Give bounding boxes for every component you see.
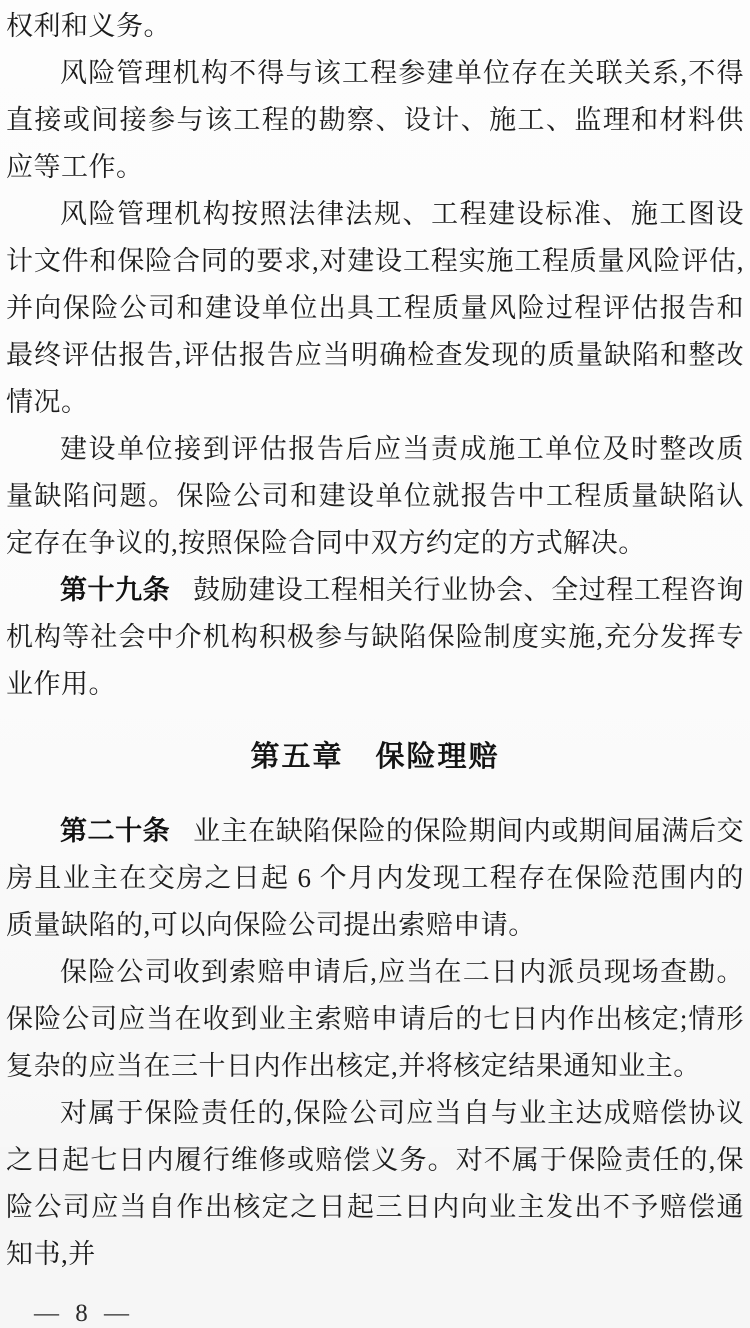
paragraph: 风险管理机构按照法律法规、工程建设标准、施工图设计文件和保险合同的要求,对建设工程实施工程质量风险评估,并向保险公司和建设单位出具工程质量风险过程评估报告和最终评估报告,评估报告应当明确检查发现的质量缺陷和整改情况。	[6, 199, 744, 417]
paragraph-text: 业主在缺陷保险的保险期间内或期间届满后交房且业主在交房之日起 6 个月内发现工程存在保险范围内的质量缺陷的,可以向保险公司提出索赔申请。	[6, 816, 745, 940]
document-body	[6, 3, 744, 1278]
paragraph: 对属于保险责任的,保险公司应当自与业主达成赔偿协议之日起七日内履行维修或赔偿义务。对不属于保险责任的,保险公司应当自作出核定之日起三日内向业主发出不予赔偿通知书,并	[6, 1098, 744, 1269]
paragraph-article-19	[6, 567, 744, 708]
paragraph-article-20	[6, 808, 744, 949]
paragraph-text: 鼓励建设工程相关行业协会、全过程工程咨询机构等社会中介机构积极参与缺陷保险制度实施,充分发挥专业作用。	[6, 575, 745, 699]
chapter-title: 保险理赔	[375, 741, 500, 773]
chapter-heading	[6, 734, 744, 781]
paragraph-continuation: 权利和义务。	[6, 11, 171, 41]
page-number: — 8 —	[34, 1300, 134, 1327]
paragraph: 保险公司收到索赔申请后,应当在二日内派员现场查勘。保险公司应当在收到业主索赔申请后的七日内作出核定;情形复杂的应当在三十日内作出核定,并将核定结果通知业主。	[6, 957, 744, 1081]
paragraph: 风险管理机构不得与该工程参建单位存在关联关系,不得直接或间接参与该工程的勘察、设计、施工、监理和材料供应等工作。	[6, 58, 744, 182]
page-footer	[6, 1300, 744, 1328]
paragraph: 建设单位接到评估报告后应当责成施工单位及时整改质量缺陷问题。保险公司和建设单位就报告中工程质量缺陷认定存在争议的,按照保险合同中双方约定的方式解决。	[6, 434, 744, 558]
chapter-number: 第五章	[250, 741, 344, 773]
article-number-label: 第十九条	[60, 575, 171, 605]
article-number-label: 第二十条	[60, 816, 171, 846]
